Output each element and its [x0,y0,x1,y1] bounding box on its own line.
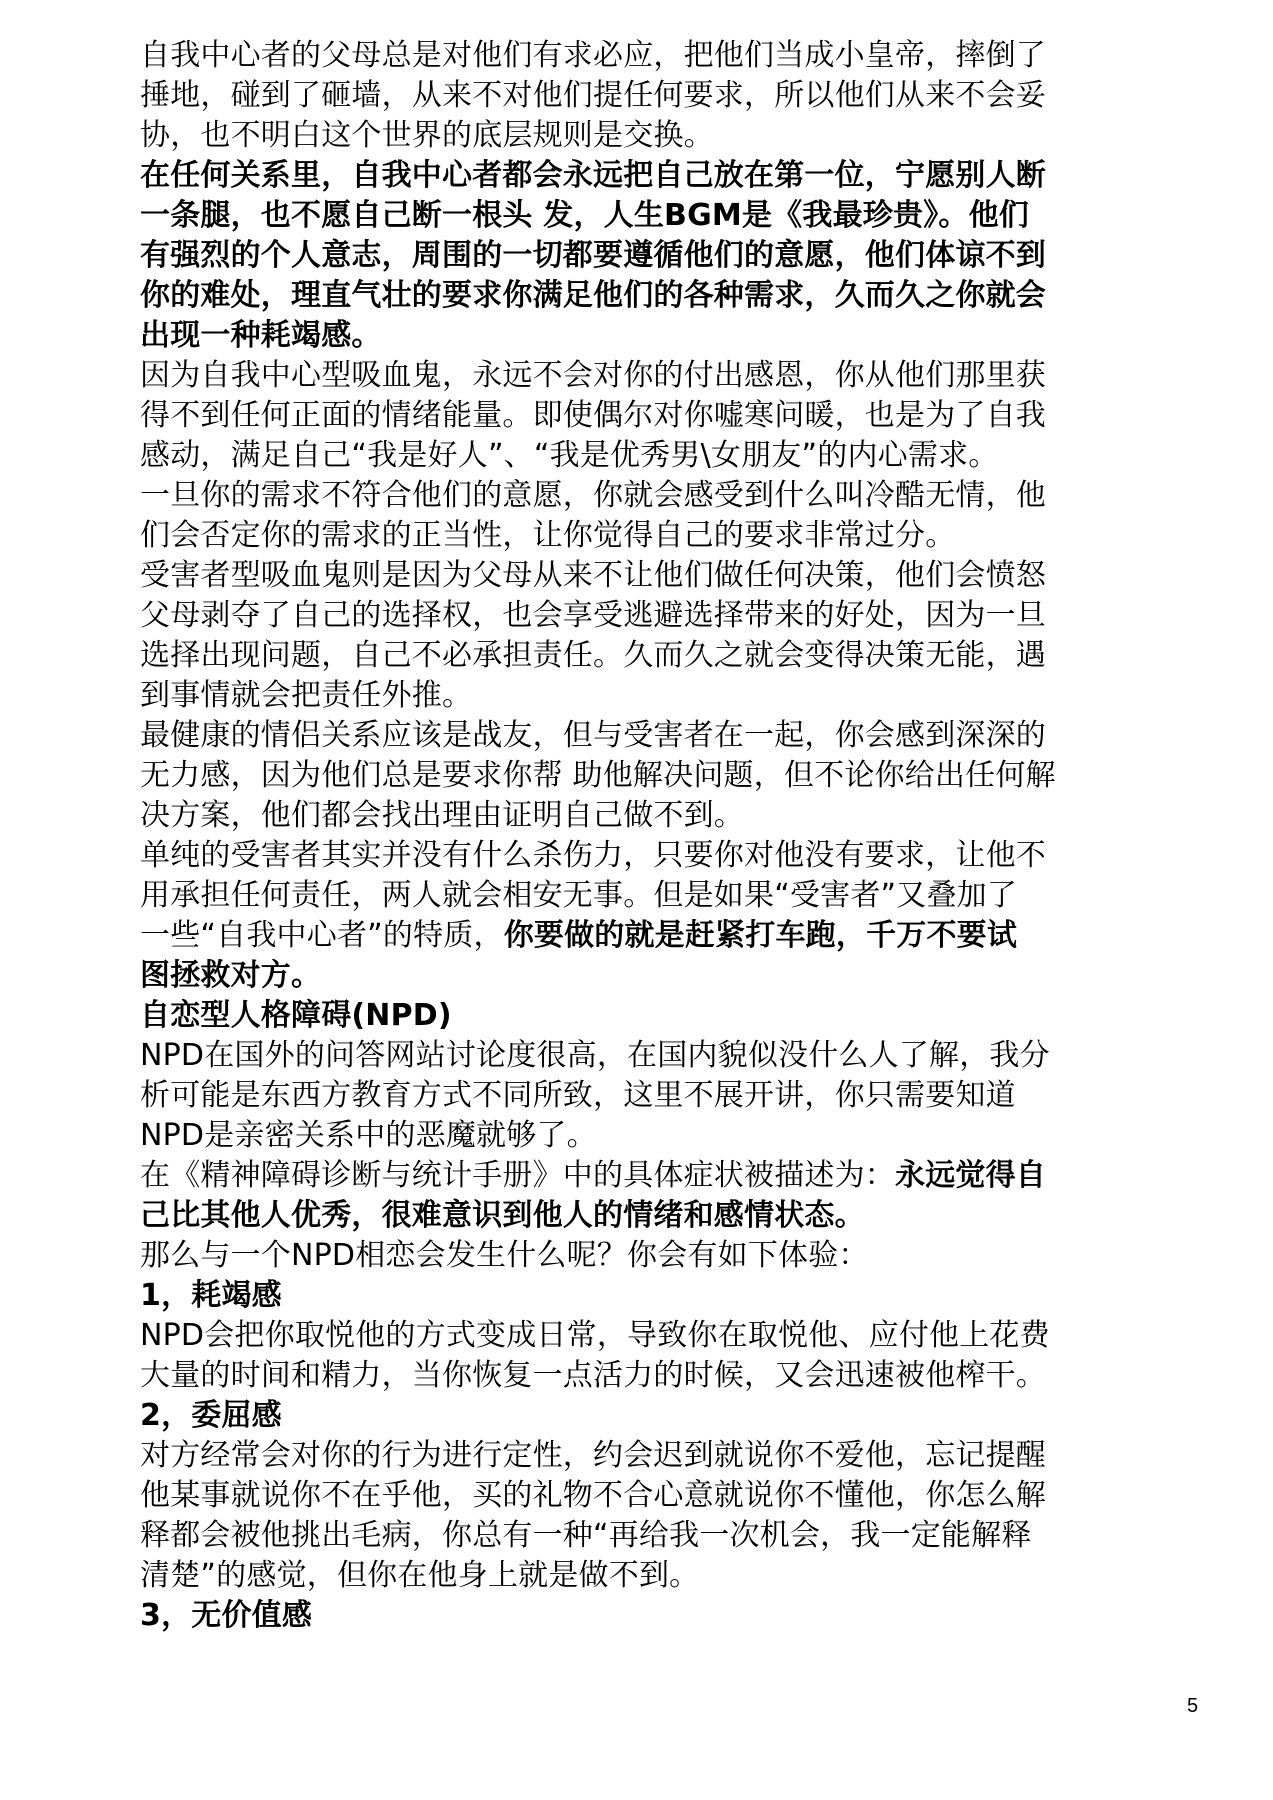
text-line: NPD在国外的问答网站讨论度很高，在国内貌似没什么人了解，我分 [140,1038,1050,1073]
text-line: 他某事就说你不在乎他，买的礼物不合心意就说你不懂他，你怎么解 [140,1478,1046,1513]
text-line: 清楚”的感觉，但你在他身上就是做不到。 [140,1558,700,1593]
text-line: 析可能是东西方教育方式不同所致，这里不展开讲，你只需要知道 [140,1078,1016,1113]
numbered-heading: 2，委屈感 [140,1398,282,1433]
mixed-text-line [140,916,1140,956]
bold-text-line: 有强烈的个人意志，周围的一切都要遵循他们的意愿，他们体谅不到 [140,238,1046,273]
bold-text-line: 图拯救对方。 [140,958,322,993]
bold-text-line: 出现一种耗竭感。 [140,318,382,353]
text-line: 协，也不明白这个世界的底层规则是交换。 [140,118,714,153]
text-line: 到事情就会把责任外推。 [140,678,473,713]
text-line: 自我中心者的父母总是对他们有求必应，把他们当成小皇帝，摔倒了 [140,38,1046,73]
text-line: 得不到任何正面的情绪能量。即使偶尔对你嘘寒问暖，也是为了自我 [140,398,1046,433]
text-line: 单纯的受害者其实并没有什么杀伤力，只要你对他没有要求，让他不 [140,838,1046,873]
bold-text-segment: 永远觉得自 [895,1158,1046,1193]
bold-text-line: 己比其他人优秀，很难意识到他人的情绪和感情状态。 [140,1198,865,1233]
text-line: 用承担任何责任，两人就会相安无事。但是如果“受害者”又叠加了 [140,878,1018,913]
text-line: 感动，满足自己“我是好人”、“我是优秀男\女朋友”的内心需求。 [140,438,999,473]
text-line: 捶地，碰到了砸墙，从来不对他们提任何要求，所以他们从来不会妥 [140,78,1046,113]
text-line: 因为自我中心型吸血鬼，永远不会对你的付出感恩，你从他们那里获 [140,358,1046,393]
text-line: 们会否定你的需求的正当性，让你觉得自己的要求非常过分。 [140,518,956,553]
bold-text-line: 一条腿，也不愿自己断一根头 发，人生BGM是《我最珍贵》。他们 [140,198,1029,233]
numbered-heading: 1，耗竭感 [140,1278,282,1313]
text-line: 父母剥夺了自己的选择权，也会享受逃避选择带来的好处，因为一旦 [140,598,1046,633]
text-line: 那么与一个NPD相恋会发生什么呢？你会有如下体验： [140,1238,869,1273]
text-line: 决方案，他们都会找出理由证明自己做不到。 [140,798,744,833]
bold-text-line: 你的难处，理直气壮的要求你满足他们的各种需求，久而久之你就会 [140,278,1046,313]
section-heading: 自恋型人格障碍(NPD) [140,998,452,1033]
text-line: 一旦你的需求不符合他们的意愿，你就会感受到什么叫冷酷无情，他 [140,478,1046,513]
text-line: NPD是亲密关系中的恶魔就够了。 [140,1118,597,1153]
mixed-text-line [140,1156,1140,1196]
text-segment: 在《精神障碍诊断与统计手册》中的具体症状被描述为： [140,1158,895,1193]
text-line: 对方经常会对你的行为进行定性，约会迟到就说你不爱他，忘记提醒 [140,1438,1046,1473]
text-line: NPD会把你取悦他的方式变成日常，导致你在取悦他、应付他上花费 [140,1318,1050,1353]
text-line: 受害者型吸血鬼则是因为父母从来不让他们做任何决策，他们会愤怒 [140,558,1046,593]
page-number: 5 [1187,1695,1199,1717]
text-line: 选择出现问题，自己不必承担责任。久而久之就会变得决策无能，遇 [140,638,1046,673]
bold-text-line: 在任何关系里，自我中心者都会永远把自己放在第一位，宁愿别人断 [140,158,1046,193]
document-body [140,36,1140,1636]
text-line: 大量的时间和精力，当你恢复一点活力的时候，又会迅速被他榨干。 [140,1358,1046,1393]
bold-text-segment: 你要做的就是赶紧打车跑，千万不要试 [503,918,1018,953]
text-segment: 一些“自我中心者”的特质， [140,918,504,953]
text-line: 最健康的情侣关系应该是战友，但与受害者在一起，你会感到深深的 [140,718,1046,753]
numbered-heading: 3，无价值感 [140,1598,313,1633]
text-line: 释都会被他挑出毛病，你总有一种“再给我一次机会，我一定能解释 [140,1518,1032,1553]
text-line: 无力感，因为他们总是要求你帮 助他解决问题，但不论你给出任何解 [140,758,1056,793]
